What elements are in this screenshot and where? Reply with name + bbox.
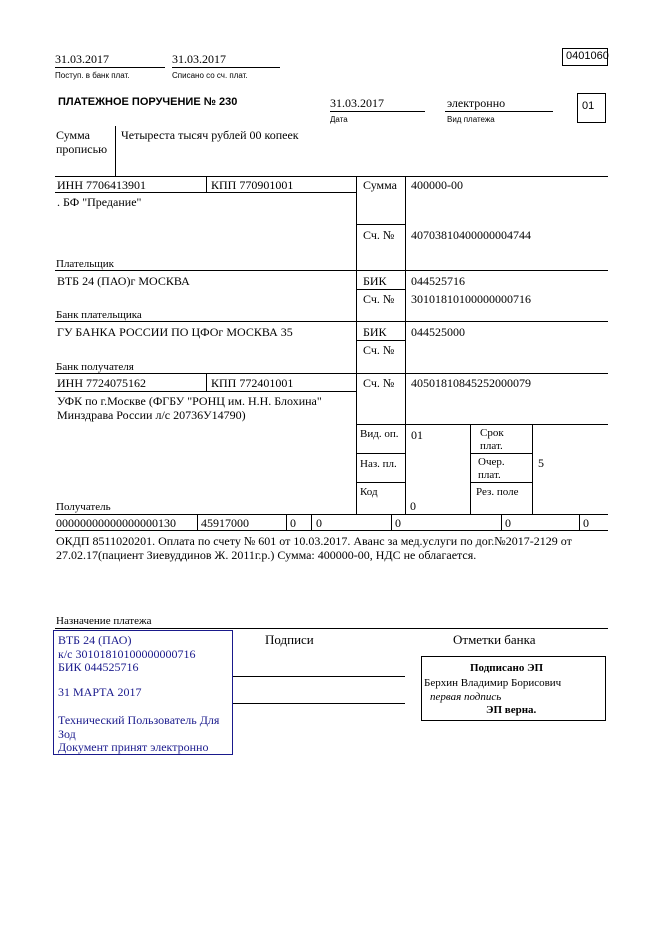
purpose-code-label: Наз. пл. [360, 458, 397, 470]
payment-type: электронно [447, 96, 506, 110]
payer-inn: ИНН 7706413901 [57, 178, 146, 192]
recipient-account: 40501810845252000079 [411, 376, 531, 390]
purpose-line1: ОКДП 8511020201. Оплата по счету № 601 от 10.03.2017. Аванс за мед.услуги по дог.№2017-2129 от [56, 534, 572, 548]
esign-role: первая подпись [430, 691, 502, 703]
recipient-label: Получатель [56, 501, 111, 513]
recipient-bank-bik-label: БИК [363, 325, 387, 339]
priority-value: 5 [538, 456, 544, 470]
debited-date: 31.03.2017 [172, 52, 226, 66]
esign-name: Берхин Владимир Борисович [424, 677, 562, 689]
recipient-account-label: Сч. № [363, 376, 395, 390]
payer-bank-account: 30101810100000000716 [411, 292, 531, 306]
signatures-label: Подписи [265, 632, 314, 647]
stamp-bik: БИК 044525716 [58, 660, 139, 674]
esign-status: ЭП верна. [486, 704, 537, 716]
term-label-1: Срок [480, 427, 504, 439]
recipient-name-line1: УФК по г.Москве (ФГБУ "РОНЦ им. Н.Н. Блохина" [57, 394, 322, 408]
recipient-name-line2: Минздрава России л/с 20736У14790) [57, 408, 246, 422]
tax-field-kbk: 00000000000000000130 [56, 516, 176, 530]
received-label: Поступ. в банк плат. [55, 71, 130, 80]
tax-field-doc-date: 0 [505, 516, 511, 530]
payer-label: Плательщик [56, 258, 114, 270]
recipient-bank-bik: 044525000 [411, 325, 465, 339]
bank-marks-label: Отметки банка [453, 632, 536, 647]
payer-bank-label: Банк плательщика [56, 309, 142, 321]
tax-field-type: 0 [583, 516, 589, 530]
stamp-date: 31 МАРТА 2017 [58, 685, 142, 699]
payer-name: . БФ "Предание" [57, 195, 142, 209]
order-date-label: Дата [330, 115, 348, 124]
recipient-kpp: КПП 772401001 [211, 376, 294, 390]
stamp-bank-name: ВТБ 24 (ПАО) [58, 633, 132, 647]
sum-label: Сумма [363, 178, 397, 192]
stamp-accepted: Документ принят электронно [58, 740, 209, 754]
purpose-label: Назначение платежа [56, 615, 152, 627]
purpose-line2: 27.02.17(пациент Зиевуддинов Ж. 2011г.р.) Сумма: 400000-00, НДС не облагается. [56, 548, 477, 562]
status-code: 01 [582, 100, 595, 112]
payer-bank-bik: 044525716 [411, 274, 465, 288]
order-date: 31.03.2017 [330, 96, 384, 110]
amount-words-label-1: Сумма [56, 128, 90, 142]
recipient-bank-account-label: Сч. № [363, 343, 395, 357]
amount-words-value: Четыреста тысяч рублей 00 копеек [121, 128, 299, 142]
payment-type-label: Вид платежа [447, 115, 495, 124]
tax-field-oktmo: 45917000 [201, 516, 249, 530]
amount-words-label-2: прописью [56, 142, 108, 156]
stamp-user-line1: Технический Пользователь Для [58, 713, 220, 727]
priority-label-1: Очер. [478, 456, 505, 468]
recipient-bank-label: Банк получателя [56, 361, 134, 373]
tax-field-doc-number: 0 [395, 516, 401, 530]
code-value: 0 [410, 499, 416, 513]
payer-bank-account-label: Сч. № [363, 292, 395, 306]
reserve-label: Рез. поле [476, 486, 519, 498]
tax-field-period: 0 [316, 516, 322, 530]
priority-label-2: плат. [478, 469, 501, 481]
payer-bank-bik-label: БИК [363, 274, 387, 288]
op-type-value: 01 [411, 428, 423, 442]
recipient-bank-name: ГУ БАНКА РОССИИ ПО ЦФОг МОСКВА 35 [57, 325, 293, 339]
stamp-corr-account: к/с 30101810100000000716 [58, 647, 196, 661]
payer-bank-name: ВТБ 24 (ПАО)г МОСКВА [57, 274, 190, 288]
debited-label: Списано со сч. плат. [172, 71, 248, 80]
recipient-inn: ИНН 7724075162 [57, 376, 146, 390]
payer-kpp: КПП 770901001 [211, 178, 294, 192]
code-label: Код [360, 486, 378, 498]
tax-field-basis: 0 [290, 516, 296, 530]
op-type-label: Вид. оп. [360, 428, 399, 440]
payer-account: 40703810400000004744 [411, 228, 531, 242]
sum-value: 400000-00 [411, 178, 463, 192]
document-title: ПЛАТЕЖНОЕ ПОРУЧЕНИЕ № 230 [58, 96, 238, 108]
esign-title: Подписано ЭП [470, 662, 544, 674]
term-label-2: плат. [480, 440, 503, 452]
received-date: 31.03.2017 [55, 52, 109, 66]
form-code: 0401060 [566, 50, 609, 62]
payer-account-label: Сч. № [363, 228, 395, 242]
stamp-user-line2: Зод [58, 727, 76, 741]
